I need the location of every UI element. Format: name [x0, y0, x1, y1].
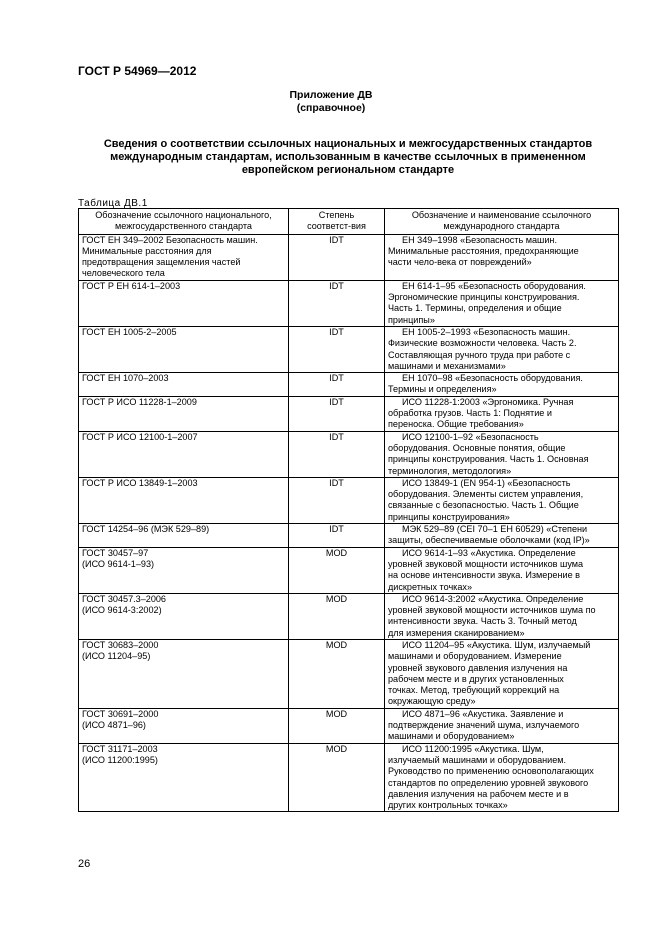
table-row: [79, 639, 619, 708]
header-degree: Степень соответст-вия: [289, 209, 385, 235]
standard-code: ГОСТ Р 54969—2012: [78, 64, 197, 78]
annex-title-block: [0, 89, 662, 115]
header-international-standard: Обозначение и наименование ссылочного международного стандарта: [385, 209, 619, 235]
cell-national-standard: ГОСТ 30457–97 (ИСО 9614-1–93): [79, 547, 289, 593]
table-row: [79, 524, 619, 548]
table-header-row: [79, 209, 619, 235]
cell-degree: IDT: [289, 373, 385, 397]
cell-international-standard: ИСО 12100-1–92 «Безопасность оборудования. Основные понятия, общие принципы конструирования. Часть 1. Основная терминология, методология»: [385, 431, 619, 477]
cell-international-standard: ИСО 9614-1–93 «Акустика. Определение уровней звуковой мощности источников шума на основе интенсивности звука. Измерение в дискретных точках»: [385, 547, 619, 593]
table-row: [79, 477, 619, 523]
cell-international-standard: ИСО 9614-3:2002 «Акустика. Определение уровней звуковой мощности источников шума по интенсивности звука. Часть 3. Точный метод для измерения сканированием»: [385, 593, 619, 639]
cell-degree: MOD: [289, 593, 385, 639]
table-row: [79, 431, 619, 477]
correspondence-table: [78, 208, 619, 812]
cell-degree: IDT: [289, 431, 385, 477]
cell-degree: MOD: [289, 639, 385, 708]
cell-degree: IDT: [289, 477, 385, 523]
table-row: [79, 396, 619, 431]
cell-degree: IDT: [289, 396, 385, 431]
cell-international-standard: ЕН 1070–98 «Безопасность оборудования. Термины и определения»: [385, 373, 619, 397]
heading-line: европейском региональном стандарте: [241, 164, 455, 176]
cell-national-standard: ГОСТ Р ЕН 614-1–2003: [79, 280, 289, 326]
cell-national-standard: ГОСТ 14254–96 (МЭК 529–89): [79, 524, 289, 548]
table-row: [79, 373, 619, 397]
annex-subtitle: (справочное): [296, 102, 366, 114]
cell-international-standard: ИСО 11228-1:2003 «Эргономика. Ручная обработка грузов. Часть 1: Поднятие и переноска. Общие требования»: [385, 396, 619, 431]
cell-international-standard: ЕН 349–1998 «Безопасность машин. Минимальные расстояния, предохраняющие части чело-века от повреждений»: [385, 234, 619, 280]
table-body: [79, 234, 619, 812]
cell-degree: IDT: [289, 280, 385, 326]
annex-title: Приложение ДВ: [289, 89, 373, 101]
table-label: Таблица ДВ.1: [78, 198, 148, 209]
cell-national-standard: ГОСТ 31171–2003 (ИСО 11200:1995): [79, 743, 289, 812]
cell-international-standard: ИСО 4871–96 «Акустика. Заявление и подтверждение значений шума, излучаемого машинами и оборудованием»: [385, 708, 619, 743]
heading-line: международным стандартам, использованным в качестве ссылочных в примененном: [110, 151, 586, 163]
table-row: [79, 547, 619, 593]
cell-national-standard: ГОСТ ЕН 1070–2003: [79, 373, 289, 397]
table-row: [79, 708, 619, 743]
cell-international-standard: ЕН 1005-2–1993 «Безопасность машин. Физические возможности человека. Часть 2. Составляющая ручного труда при работе с машинами и механизмами»: [385, 326, 619, 372]
table-row: [79, 743, 619, 812]
cell-international-standard: ИСО 11200:1995 «Акустика. Шум, излучаемый машинами и оборудованием. Руководство по применению основополагающих стандартов по определению уровней звукового давления излучения на рабочем месте и в других контрольных точках»: [385, 743, 619, 812]
cell-degree: MOD: [289, 708, 385, 743]
cell-national-standard: ГОСТ 30457.3–2006 (ИСО 9614-3:2002): [79, 593, 289, 639]
cell-national-standard: ГОСТ ЕН 349–2002 Безопасность машин. Минимальные расстояния для предотвращения защемления частей человеческого тела: [79, 234, 289, 280]
cell-degree: IDT: [289, 524, 385, 548]
cell-national-standard: ГОСТ 30691–2000 (ИСО 4871–96): [79, 708, 289, 743]
header-national-standard: Обозначение ссылочного национального, межгосударственного стандарта: [79, 209, 289, 235]
cell-degree: MOD: [289, 743, 385, 812]
cell-international-standard: ИСО 11204–95 «Акустика. Шум, излучаемый машинами и оборудованием. Измерение уровней звукового давления излучения на рабочем месте и в других установленных точках. Метод, требующий коррекций на окружающую среду»: [385, 639, 619, 708]
table-row: [79, 234, 619, 280]
cell-international-standard: ЕН 614-1–95 «Безопасность оборудования. Эргономические принципы конструирования. Часть 1. Термины, определения и общие принципы»: [385, 280, 619, 326]
page-number: 26: [78, 858, 91, 870]
table-row: [79, 593, 619, 639]
cell-international-standard: ИСО 13849-1 (EN 954-1) «Безопасность оборудования. Элементы систем управления, связанные с безопасностью. Часть 1. Общие принципы конструирования»: [385, 477, 619, 523]
heading-line: Сведения о соответствии ссылочных национальных и межгосударственных стандартов: [103, 138, 593, 150]
cell-degree: IDT: [289, 234, 385, 280]
table-row: [79, 326, 619, 372]
cell-national-standard: ГОСТ 30683–2000 (ИСО 11204–95): [79, 639, 289, 708]
cell-degree: MOD: [289, 547, 385, 593]
cell-national-standard: ГОСТ ЕН 1005-2–2005: [79, 326, 289, 372]
cell-national-standard: ГОСТ Р ИСО 12100-1–2007: [79, 431, 289, 477]
cell-degree: IDT: [289, 326, 385, 372]
cell-national-standard: ГОСТ Р ИСО 11228-1–2009: [79, 396, 289, 431]
section-heading: [78, 138, 618, 177]
table-row: [79, 280, 619, 326]
cell-international-standard: МЭК 529–89 (CEI 70–1 EH 60529) «Степени защиты, обеспечиваемые оболочками (код IP)»: [385, 524, 619, 548]
cell-national-standard: ГОСТ Р ИСО 13849-1–2003: [79, 477, 289, 523]
